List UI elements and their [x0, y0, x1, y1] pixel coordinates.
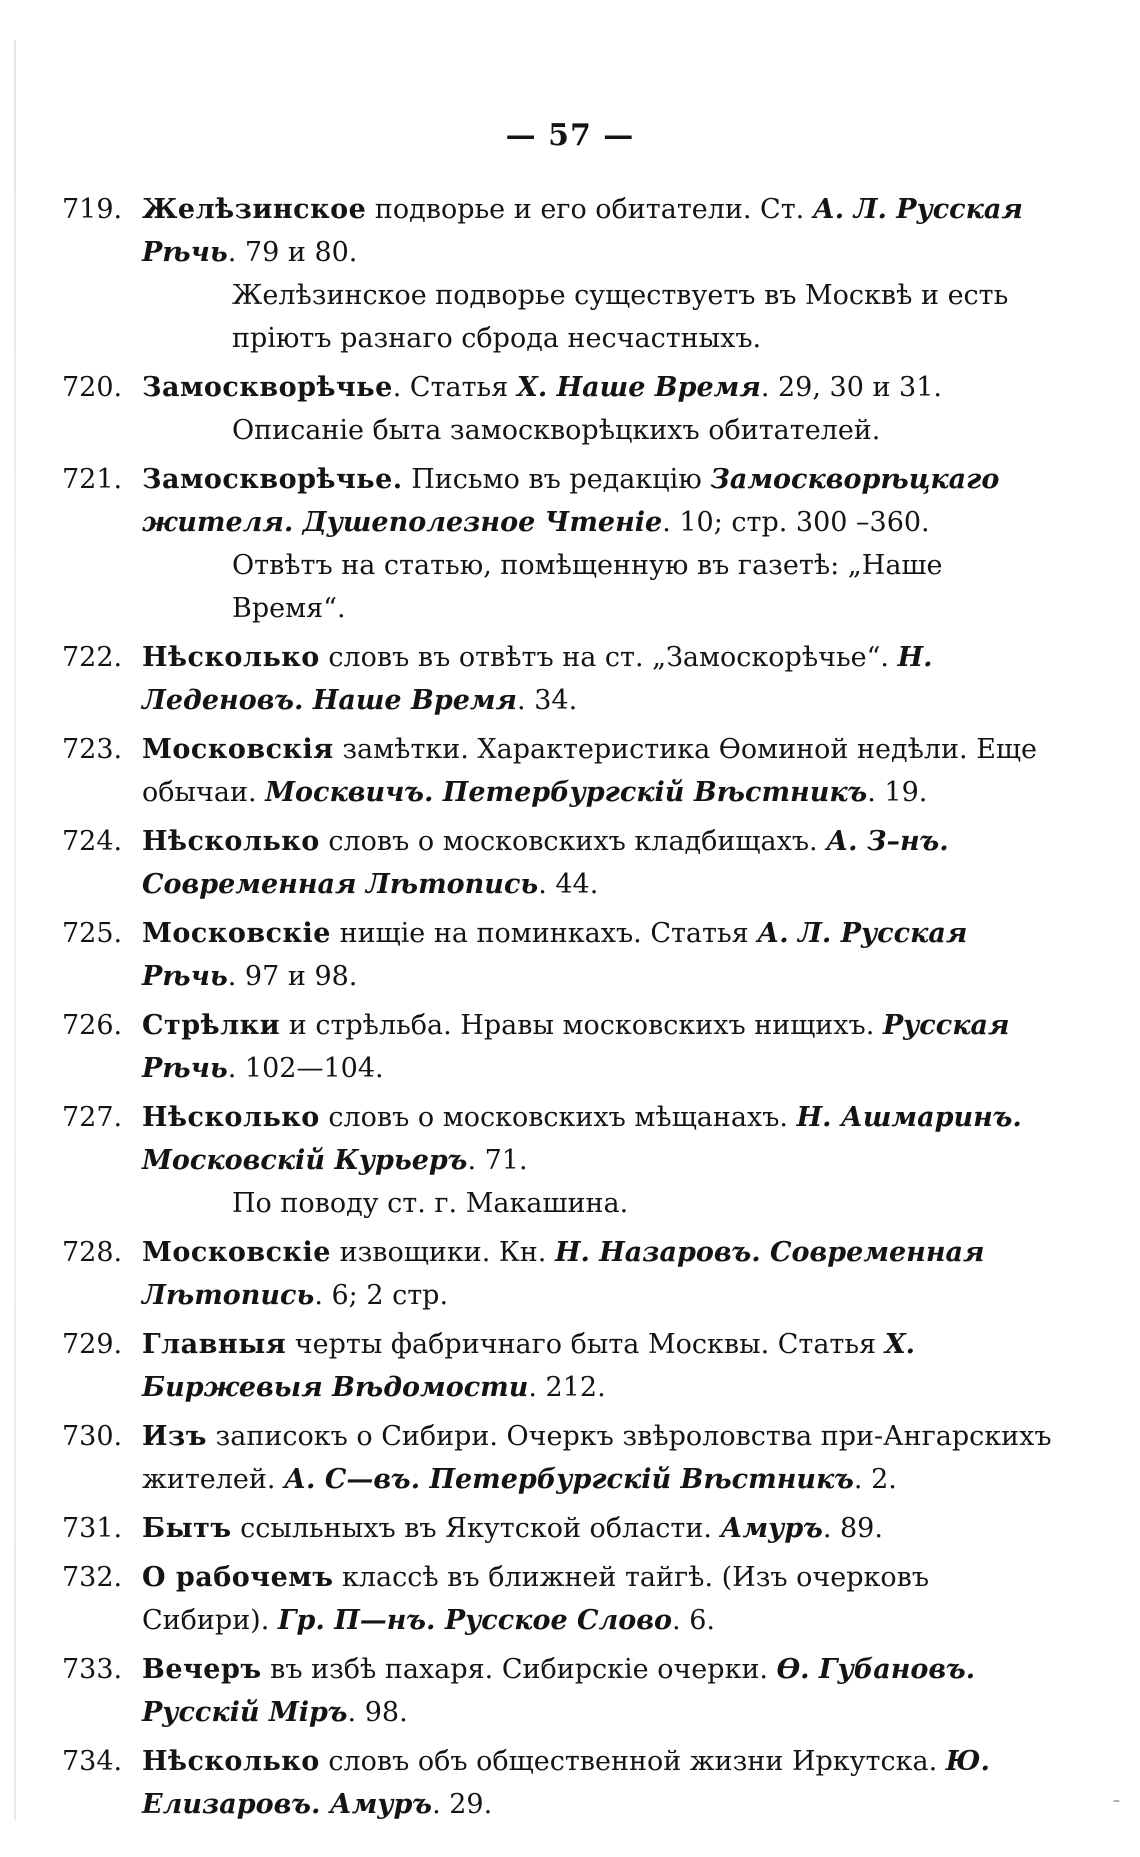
entry-keyword: Московскія: [142, 734, 334, 765]
entry-detail: . 6; 2 стр.: [314, 1280, 449, 1311]
entry-keyword: О рабочемъ: [142, 1562, 334, 1593]
entry-number: 725.: [62, 918, 123, 949]
bibliography-entry: [62, 1004, 1062, 1090]
entry-source: Русская Рѣчь: [142, 1010, 1010, 1084]
entry-text: [142, 1556, 1062, 1642]
entry-title: Письмо въ редакцію: [402, 464, 711, 495]
entry-detail: . 89.: [822, 1513, 883, 1544]
entry-detail: . 6.: [672, 1605, 715, 1636]
entry-text: [142, 188, 1062, 360]
bibliography-entry: [62, 1231, 1062, 1317]
entry-keyword: Московскіе: [142, 918, 331, 949]
entry-note: Отвѣтъ на статью, помѣщенную въ газетѣ: „Наше Время“.: [232, 550, 943, 624]
bibliography-entry: [62, 1415, 1062, 1501]
entry-text: [142, 1323, 1062, 1409]
entry-number: 723.: [62, 734, 123, 765]
entry-detail: . 71.: [467, 1145, 528, 1176]
bibliography-list: [62, 188, 1062, 1832]
entry-source: Н. Ашмаринъ. Московскій Курьеръ: [142, 1102, 1022, 1176]
entry-number: 732.: [62, 1562, 123, 1593]
entry-number: 724.: [62, 826, 123, 857]
entry-text: [142, 1231, 1062, 1317]
entry-source: А. Л. Русская Рѣчь: [142, 918, 968, 992]
page-number: — 57 —: [505, 118, 635, 153]
entry-source: Амуръ: [720, 1513, 823, 1544]
entry-text: [142, 1507, 1062, 1550]
entry-detail: . 10; стр. 300 –360.: [662, 507, 930, 538]
entry-number: 720.: [62, 372, 123, 403]
entry-keyword: Изъ: [142, 1421, 207, 1452]
bibliography-entry: [62, 188, 1062, 360]
entry-source: Х. Наше Время: [516, 372, 761, 403]
bibliography-entry: [62, 1507, 1062, 1550]
entry-source: А. С—въ. Петербургскій Вѣстникъ: [284, 1464, 854, 1495]
entry-title: словъ о московскихъ кладбищахъ.: [319, 826, 827, 857]
entry-text: [142, 820, 1062, 906]
entry-detail: . 102—104.: [227, 1053, 384, 1084]
entry-keyword: Главныя: [142, 1329, 287, 1360]
entry-source: Гр. П—нъ. Русское Слово: [277, 1605, 673, 1636]
entry-note: Желѣзинское подворье существуетъ въ Москвѣ и есть пріютъ разнаго сброда несчастныхъ.: [232, 280, 1009, 354]
bibliography-entry: [62, 458, 1062, 630]
entry-note: Описаніе быта замоскворѣцкихъ обитателей.: [232, 415, 881, 446]
entry-number: 733.: [62, 1654, 123, 1685]
entry-detail: . 2.: [853, 1464, 897, 1495]
entry-title: классѣ въ ближней тайгѣ. (Изъ очерковъ Сибири).: [142, 1562, 930, 1636]
bibliography-entry: [62, 912, 1062, 998]
entry-title: замѣтки. Характеристика Ѳоминой недѣли. Еще обычаи.: [142, 734, 1037, 808]
entry-text: [142, 912, 1062, 998]
entry-source: Москвичъ. Петербургскій Вѣстникъ: [265, 777, 868, 808]
bibliography-entry: [62, 636, 1062, 722]
entry-number: 721.: [62, 464, 123, 495]
entry-source: Замоскворѣцкаго жителя. Душеполезное Чтеніе: [142, 464, 1000, 538]
entry-title: . Статья: [392, 372, 517, 403]
entry-detail: . 98.: [347, 1697, 408, 1728]
bibliography-entry: [62, 1556, 1062, 1642]
entry-detail: . 29, 30 и 31.: [760, 372, 942, 403]
entry-source: Ю. Елизаровъ. Амуръ: [142, 1746, 990, 1820]
entry-keyword: Замоскворѣчье: [142, 372, 393, 403]
entry-detail: . 97 и 98.: [227, 961, 358, 992]
entry-text: [142, 636, 1062, 722]
entry-keyword: Московскіе: [142, 1237, 331, 1268]
entry-text: [142, 1740, 1062, 1826]
entry-note: По поводу ст. г. Макашина.: [232, 1188, 629, 1219]
entry-number: 727.: [62, 1102, 123, 1133]
entry-title: записокъ о Сибири. Очеркъ звѣроловства при-Ангарскихъ жителей.: [142, 1421, 1052, 1495]
entry-keyword: Бытъ: [142, 1513, 232, 1544]
entry-detail: . 19.: [867, 777, 928, 808]
scan-edge: [14, 40, 16, 1820]
entry-keyword: Вечеръ: [142, 1654, 262, 1685]
entry-title: черты фабричнаго быта Москвы. Статья: [286, 1329, 885, 1360]
entry-number: 728.: [62, 1237, 123, 1268]
entry-text: [142, 1004, 1062, 1090]
entry-keyword: Нѣсколько: [142, 826, 320, 857]
entry-title: въ избѣ пахаря. Сибирскіе очерки.: [261, 1654, 777, 1685]
entry-text: [142, 1415, 1062, 1501]
entry-text: [142, 1648, 1062, 1734]
entry-number: 726.: [62, 1010, 123, 1041]
entry-detail: . 212.: [528, 1372, 606, 1403]
entry-number: 722.: [62, 642, 123, 673]
entry-number: 734.: [62, 1746, 123, 1777]
entry-keyword: Нѣсколько: [142, 1746, 320, 1777]
entry-title: и стрѣльба. Нравы московскихъ нищихъ.: [280, 1010, 883, 1041]
entry-source: А. Л. Русская Рѣчь: [142, 194, 1023, 268]
entry-detail: . 34.: [517, 685, 578, 716]
entry-keyword: Желѣзинское: [142, 194, 367, 225]
entry-number: 719.: [62, 194, 123, 225]
entry-number: 731.: [62, 1513, 123, 1544]
entry-title: словъ въ отвѣтъ на ст. „Замоскорѣчье“.: [319, 642, 898, 673]
bibliography-entry: [62, 1096, 1062, 1225]
entry-title: словъ о московскихъ мѣщанахъ.: [319, 1102, 797, 1133]
bibliography-entry: [62, 728, 1062, 814]
bibliography-entry: [62, 1323, 1062, 1409]
entry-text: [142, 1096, 1062, 1225]
bibliography-entry: [62, 366, 1062, 452]
bibliography-entry: [62, 820, 1062, 906]
entry-title: извощики. Кн.: [330, 1237, 555, 1268]
entry-text: [142, 366, 1062, 452]
entry-number: 730.: [62, 1421, 123, 1452]
entry-source: Х. Биржевыя Вѣдомости: [142, 1329, 916, 1403]
entry-source: А. З–нъ. Современная Лѣтопись: [142, 826, 949, 900]
entry-keyword: Стрѣлки: [142, 1010, 281, 1041]
entry-keyword: Замоскворѣчье.: [142, 464, 403, 495]
bibliography-entry: [62, 1740, 1062, 1826]
bibliography-entry: [62, 1648, 1062, 1734]
entry-source: Н. Леденовъ. Наше Время: [142, 642, 933, 716]
entry-keyword: Нѣсколько: [142, 1102, 320, 1133]
entry-text: [142, 458, 1062, 630]
entry-detail: . 29.: [432, 1789, 493, 1820]
entry-detail: . 79 и 80.: [227, 237, 358, 268]
entry-title: словъ объ общественной жизни Иркутска.: [319, 1746, 946, 1777]
entry-number: 729.: [62, 1329, 123, 1360]
entry-title: ссыльныхъ въ Якутской области.: [231, 1513, 721, 1544]
scan-mark: –: [1113, 1793, 1120, 1809]
entry-title: нищіе на поминкахъ. Статья: [330, 918, 758, 949]
entry-title: подворье и его обитатели. Ст.: [366, 194, 813, 225]
entry-keyword: Нѣсколько: [142, 642, 320, 673]
entry-source: Н. Назаровъ. Современная Лѣтопись: [142, 1237, 985, 1311]
entry-source: Ѳ. Губановъ. Русскій Міръ: [142, 1654, 976, 1728]
entry-text: [142, 728, 1062, 814]
entry-detail: . 44.: [538, 869, 599, 900]
